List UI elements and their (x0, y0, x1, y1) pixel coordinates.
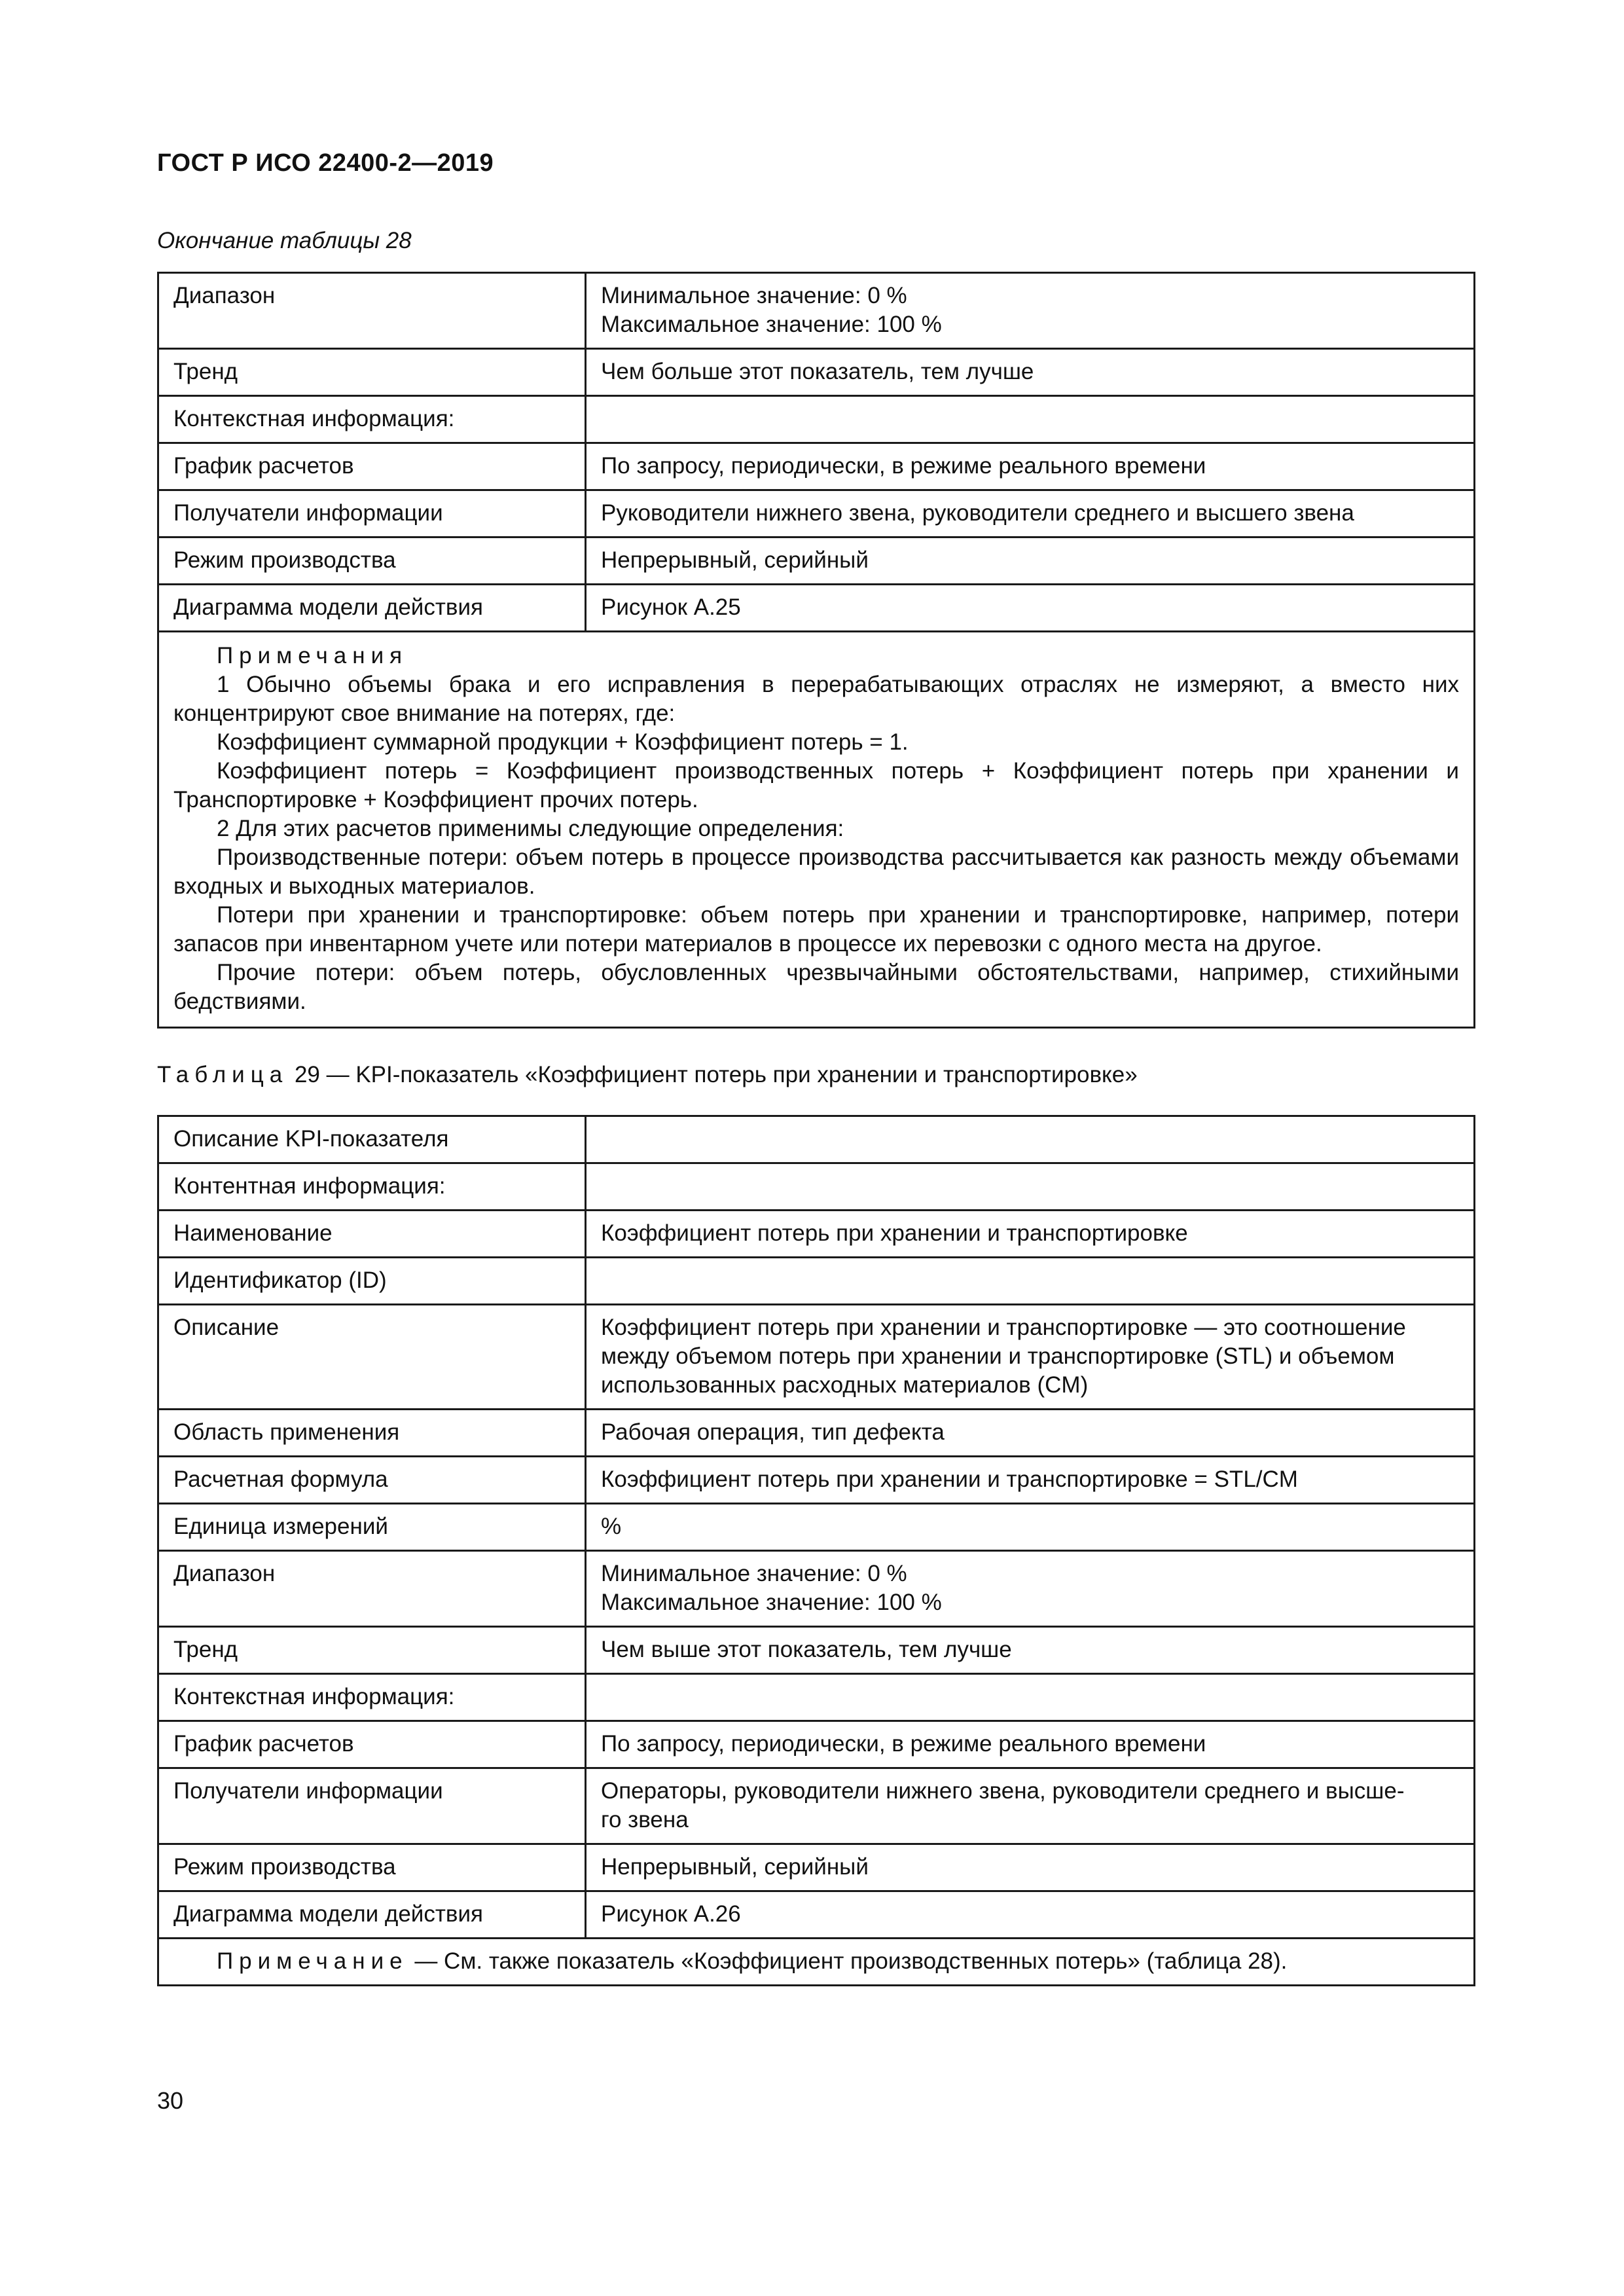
table-row (158, 490, 1475, 538)
row-value: Рабочая операция, тип дефекта (586, 1410, 1475, 1457)
row-value: Коэффициент потерь при хранении и транспортировке = STL/CM (586, 1457, 1475, 1504)
table-29-caption-text: 29 — KPI-показатель «Коэффициент потерь при хранении и транспортировке» (288, 1062, 1138, 1087)
row-label: Наименование (158, 1211, 586, 1258)
row-label: Режим производства (158, 1844, 586, 1891)
row-label: Описание (158, 1305, 586, 1410)
row-label: Диаграмма модели действия (158, 1891, 586, 1939)
row-value: Чем больше этот показатель, тем лучше (586, 349, 1475, 396)
row-value: Операторы, руководители нижнего звена, руководители среднего и высше- го звена (586, 1768, 1475, 1844)
table-28-caption: Окончание таблицы 28 (157, 228, 412, 253)
table-row (158, 443, 1475, 490)
table-row (158, 1891, 1475, 1939)
table-row (158, 1551, 1475, 1627)
row-label: Контекстная информация: (158, 396, 586, 443)
row-value: % (586, 1504, 1475, 1551)
note-paragraph: Производственные потери: объем потерь в процессе производства рассчитывается как разность между объемами входных и выходных материалов. (173, 845, 1459, 899)
row-label: Получатели информации (158, 490, 586, 538)
notes-title: Примечания (217, 643, 408, 668)
table-28 (157, 272, 1475, 1029)
row-label: Режим производства (158, 538, 586, 585)
row-value: Минимальное значение: 0 % Максимальное значение: 100 % (586, 273, 1475, 349)
row-label: Идентификатор (ID) (158, 1258, 586, 1305)
row-label: Контекстная информация: (158, 1674, 586, 1721)
note-paragraph: Коэффициент потерь = Коэффициент производственных потерь + Коэффициент потерь при хранении и Транспортировке + Коэффициент прочих потерь. (173, 758, 1459, 812)
table-29-note (158, 1939, 1475, 1986)
row-label: График расчетов (158, 443, 586, 490)
row-value: По запросу, периодически, в режиме реального времени (586, 443, 1475, 490)
row-label: Расчетная формула (158, 1457, 586, 1504)
document-header: ГОСТ Р ИСО 22400-2—2019 (157, 149, 494, 177)
note-paragraph: Потери при хранении и транспортировке: объем потерь при хранении и транспортировке, например, потери запасов при инвентарном учете или потери материалов в процессе их перевозки с одного места на другое. (173, 902, 1459, 957)
row-value: Чем выше этот показатель, тем лучше (586, 1627, 1475, 1674)
row-value (586, 1116, 1475, 1163)
row-label: Получатели информации (158, 1768, 586, 1844)
table-29 (157, 1115, 1475, 1986)
note-paragraph: Прочие потери: объем потерь, обусловленных чрезвычайными обстоятельствами, например, стихийными бедствиями. (173, 960, 1459, 1014)
note-paragraph: 1 Обычно объемы брака и его исправления в перерабатывающих отраслях не измеряют, а вместо них концентрируют свое внимание на потерях, где: (173, 672, 1459, 726)
row-value: По запросу, периодически, в режиме реального времени (586, 1721, 1475, 1768)
row-value (586, 396, 1475, 443)
page-number: 30 (157, 2087, 184, 2114)
table-row (158, 1163, 1475, 1211)
row-value (586, 1674, 1475, 1721)
table-row (158, 1305, 1475, 1410)
row-value (586, 1163, 1475, 1211)
row-label: Тренд (158, 1627, 586, 1674)
note-text: — См. также показатель «Коэффициент производственных потерь» (таблица 28). (408, 1948, 1288, 1974)
row-label: Контентная информация: (158, 1163, 586, 1211)
row-value: Непрерывный, серийный (586, 538, 1475, 585)
row-label: Диапазон (158, 273, 586, 349)
row-value: Непрерывный, серийный (586, 1844, 1475, 1891)
row-value: Коэффициент потерь при хранении и транспортировке (586, 1211, 1475, 1258)
row-label: График расчетов (158, 1721, 586, 1768)
table-row (158, 1410, 1475, 1457)
note-row (158, 1939, 1475, 1986)
table-29-caption-prefix: Таблица (157, 1062, 289, 1087)
row-label: Тренд (158, 349, 586, 396)
row-value: Коэффициент потерь при хранении и транспортировке — это соотношение между объемом потерь при хранении и транспортировке (STL) и объемом использованных расходных материалов (CM) (586, 1305, 1475, 1410)
row-label: Единица измерений (158, 1504, 586, 1551)
table-row (158, 1211, 1475, 1258)
table-row (158, 1457, 1475, 1504)
table-row (158, 1116, 1475, 1163)
table-row (158, 1258, 1475, 1305)
table-row (158, 1844, 1475, 1891)
table-row (158, 1627, 1475, 1674)
row-label: Описание KPI-показателя (158, 1116, 586, 1163)
table-29-caption (157, 1062, 1138, 1088)
row-value: Минимальное значение: 0 % Максимальное значение: 100 % (586, 1551, 1475, 1627)
table-row (158, 349, 1475, 396)
table-row (158, 1768, 1475, 1844)
table-row (158, 585, 1475, 632)
table-row (158, 273, 1475, 349)
note-paragraph: Коэффициент суммарной продукции + Коэффициент потерь = 1. (217, 729, 909, 755)
row-label: Диаграмма модели действия (158, 585, 586, 632)
table-row (158, 1674, 1475, 1721)
note-prefix: Примечание (217, 1948, 408, 1974)
row-value: Руководители нижнего звена, руководители среднего и высшего звена (586, 490, 1475, 538)
table-row (158, 1504, 1475, 1551)
table-row (158, 1721, 1475, 1768)
table-row (158, 538, 1475, 585)
row-value (586, 1258, 1475, 1305)
table-row (158, 396, 1475, 443)
row-value: Рисунок А.26 (586, 1891, 1475, 1939)
notes-cell (158, 632, 1475, 1028)
row-label: Диапазон (158, 1551, 586, 1627)
note-paragraph: 2 Для этих расчетов применимы следующие определения: (217, 816, 844, 841)
notes-row (158, 632, 1475, 1028)
row-label: Область применения (158, 1410, 586, 1457)
row-value: Рисунок А.25 (586, 585, 1475, 632)
